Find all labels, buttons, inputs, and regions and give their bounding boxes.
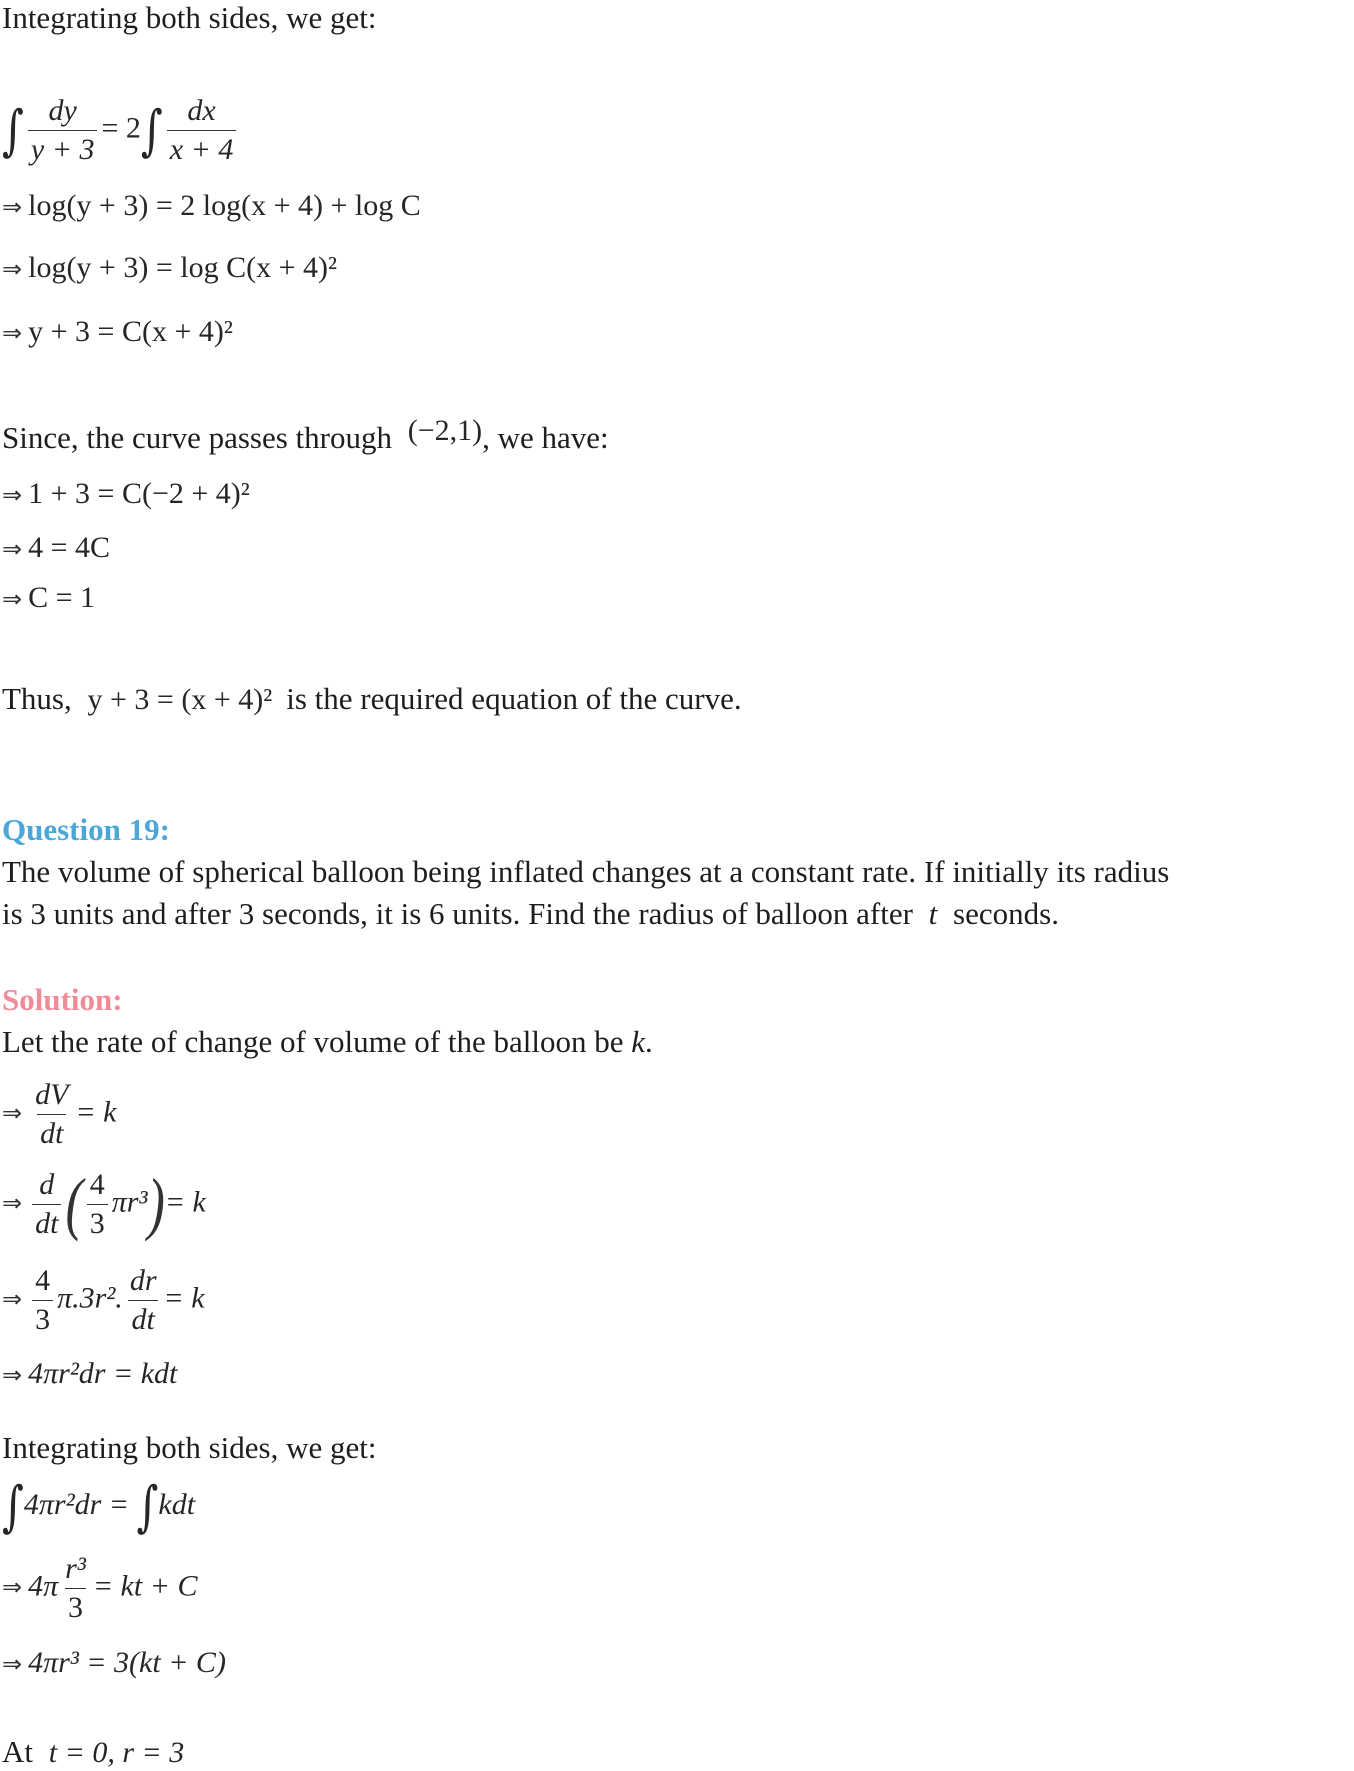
step-3: ⇒ y + 3 = C(x + 4)² [2, 315, 233, 348]
question-heading: Question 19: [2, 812, 170, 847]
implies-arrow: ⇒ [2, 319, 23, 347]
step-1: ⇒ log(y + 3) = 2 log(x + 4) + log C [2, 189, 421, 222]
conclusion-equation: y + 3 = (x + 4)² [87, 683, 273, 716]
initial-condition: At t = 0, r = 3 [2, 1734, 185, 1769]
implies-arrow: ⇒ [2, 1361, 23, 1389]
equation-chain-rule: ⇒ $\frac{4}{3}$ π.3r². $\frac{dr}{dt}$ = k [2, 1262, 205, 1339]
equation-cube: ⇒ 4πr³ = 3(kt + C) [2, 1646, 226, 1679]
fraction-dy: $\frac{dy}{y + 3}$ [28, 92, 98, 169]
implies-arrow: ⇒ [2, 585, 23, 613]
equation-integral: ∫4πr²dr = ∫kdt [2, 1474, 196, 1539]
implies-arrow: ⇒ [2, 1650, 23, 1678]
substitution-step-1: ⇒ 1 + 3 = C(−2 + 4)² [2, 477, 250, 510]
equation-d-dt-volume: ⇒ $\frac{d}{dt}$ ( $\frac{4}{3}$ πr³)= k [2, 1165, 206, 1243]
implies-arrow: ⇒ [2, 1189, 23, 1218]
implies-arrow: ⇒ [2, 1285, 23, 1314]
conclusion: Thus, y + 3 = (x + 4)² is the required equation of the curve. [2, 681, 742, 716]
implies-arrow: ⇒ [2, 481, 23, 509]
question-text: The volume of spherical balloon being inflated changes at a constant rate. If initially its radius is 3 units and after 3 seconds, it is 6 units. Find the radius of balloon after t seconds. [2, 854, 1170, 931]
implies-arrow: ⇒ [2, 255, 23, 283]
substitution-step-3: ⇒ C = 1 [2, 581, 96, 614]
equation-dV-dt: ⇒ $\frac{dV}{dt}$ = k [2, 1076, 117, 1153]
integrating-text: Integrating both sides, we get: [2, 1430, 377, 1465]
integral-sign: ∫ [140, 98, 163, 162]
integral-sign: ∫ [2, 1474, 24, 1539]
fraction-dx: $\frac{dx}{x + 4}$ [167, 92, 237, 169]
integral-sign: ∫ [136, 1474, 159, 1539]
solution-intro: Let the rate of change of volume of the balloon be k. [2, 1024, 653, 1059]
integral-equation: ∫ $\frac{dy}{y + 3}$ = 2∫ $\frac{dx}{x + 4}$ [2, 92, 240, 169]
implies-arrow: ⇒ [2, 1099, 23, 1128]
step-2: ⇒ log(y + 3) = log C(x + 4)² [2, 251, 338, 284]
implies-arrow: ⇒ [2, 1573, 23, 1602]
condition-point: (−2,1) [407, 414, 483, 447]
implies-arrow: ⇒ [2, 535, 23, 563]
implies-arrow: ⇒ [2, 193, 23, 221]
substitution-step-2: ⇒ 4 = 4C [2, 531, 111, 564]
condition-text: Since, the curve passes through (−2,1), we have: [2, 414, 609, 455]
equation-integrated: ⇒ 4π $\frac{\text{r³}}{3}$ = kt + C [2, 1550, 197, 1627]
equation-separated: ⇒ 4πr²dr = kdt [2, 1357, 178, 1390]
solution-heading: Solution: [2, 982, 123, 1017]
integral-sign: ∫ [2, 98, 24, 162]
intro-text: Integrating both sides, we get: [2, 0, 377, 35]
